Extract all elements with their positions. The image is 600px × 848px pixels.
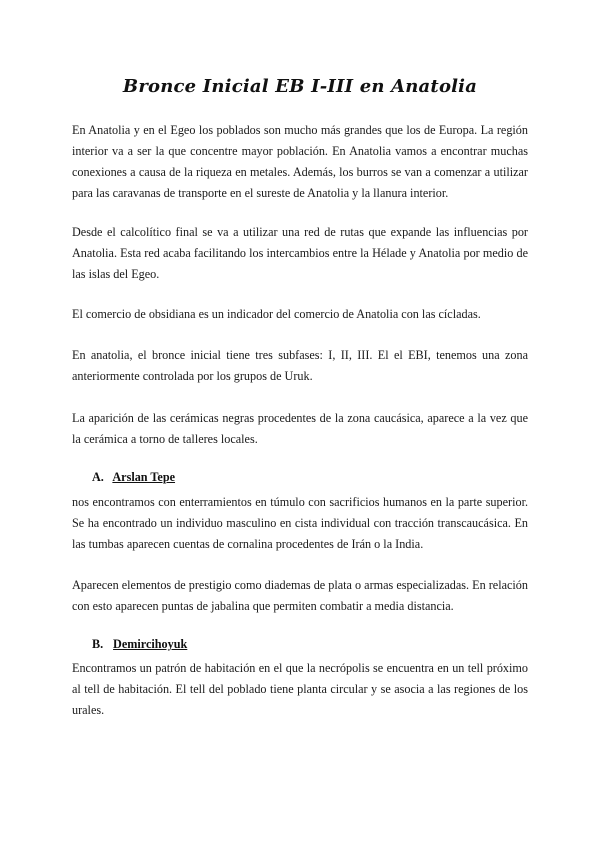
paragraph-demircihoyuk-habitacion: Encontramos un patrón de habitación en el que la necrópolis se encuentra en un tell próximo al tell de habitación. El tell del poblado tiene planta circular y se asocia a las regiones de los urales. (72, 661, 528, 717)
paragraph-red-de-rutas: Desde el calcolítico final se va a utilizar una red de rutas que expande las influencias por Anatolia. Esta red acaba facilitando los intercambios entre la Hélade y Anatolia por medio de las islas del Egeo. (72, 225, 528, 281)
paragraph-subfases: En anatolia, el bronce inicial tiene tres subfases: I, II, III. El el EBI, tenemos una zona anteriormente controlada por los grupos de Uruk. (72, 348, 528, 383)
section-letter: B. (92, 637, 104, 651)
page-title: Bronce Inicial EB I-III en Anatolia (122, 76, 478, 97)
paragraph-arslan-tepe-enterramientos: nos encontramos con enterramientos en túmulo con sacrificios humanos en la parte superior. Se ha encontrado un individuo masculino en cista individual con tracción transcaucásica. En las tumbas aparecen cuentas de cornalina procedentes de Irán o la India. (72, 495, 528, 551)
paragraph-anatolia-egeo: En Anatolia y en el Egeo los poblados son mucho más grandes que los de Europa. La región interior va a ser la que concentre mayor población. En Anatolia vamos a encontrar muchas conexiones a causa de la riqueza en metales. Además, los burros se van a comenzar a utilizar para las caravanas de transporte en el sureste de Anatolia y la llanura interior. (72, 123, 528, 200)
section-letter: A. (92, 470, 104, 484)
paragraph-obsidiana: El comercio de obsidiana es un indicador del comercio de Anatolia con las cícladas. (72, 307, 481, 321)
section-title: Demircihoyuk (113, 637, 188, 651)
section-heading-arslan-tepe (92, 470, 175, 485)
paragraph-arslan-tepe-prestigio: Aparecen elementos de prestigio como diademas de plata o armas especializadas. En relación con esto aparecen puntas de jabalina que permiten combatir a media distancia. (72, 578, 528, 613)
section-heading-demircihoyuk (92, 637, 187, 652)
section-title: Arslan Tepe (112, 470, 176, 484)
paragraph-ceramicas: La aparición de las cerámicas negras procedentes de la zona caucásica, aparece a la vez que la cerámica a torno de talleres locales. (72, 411, 528, 446)
